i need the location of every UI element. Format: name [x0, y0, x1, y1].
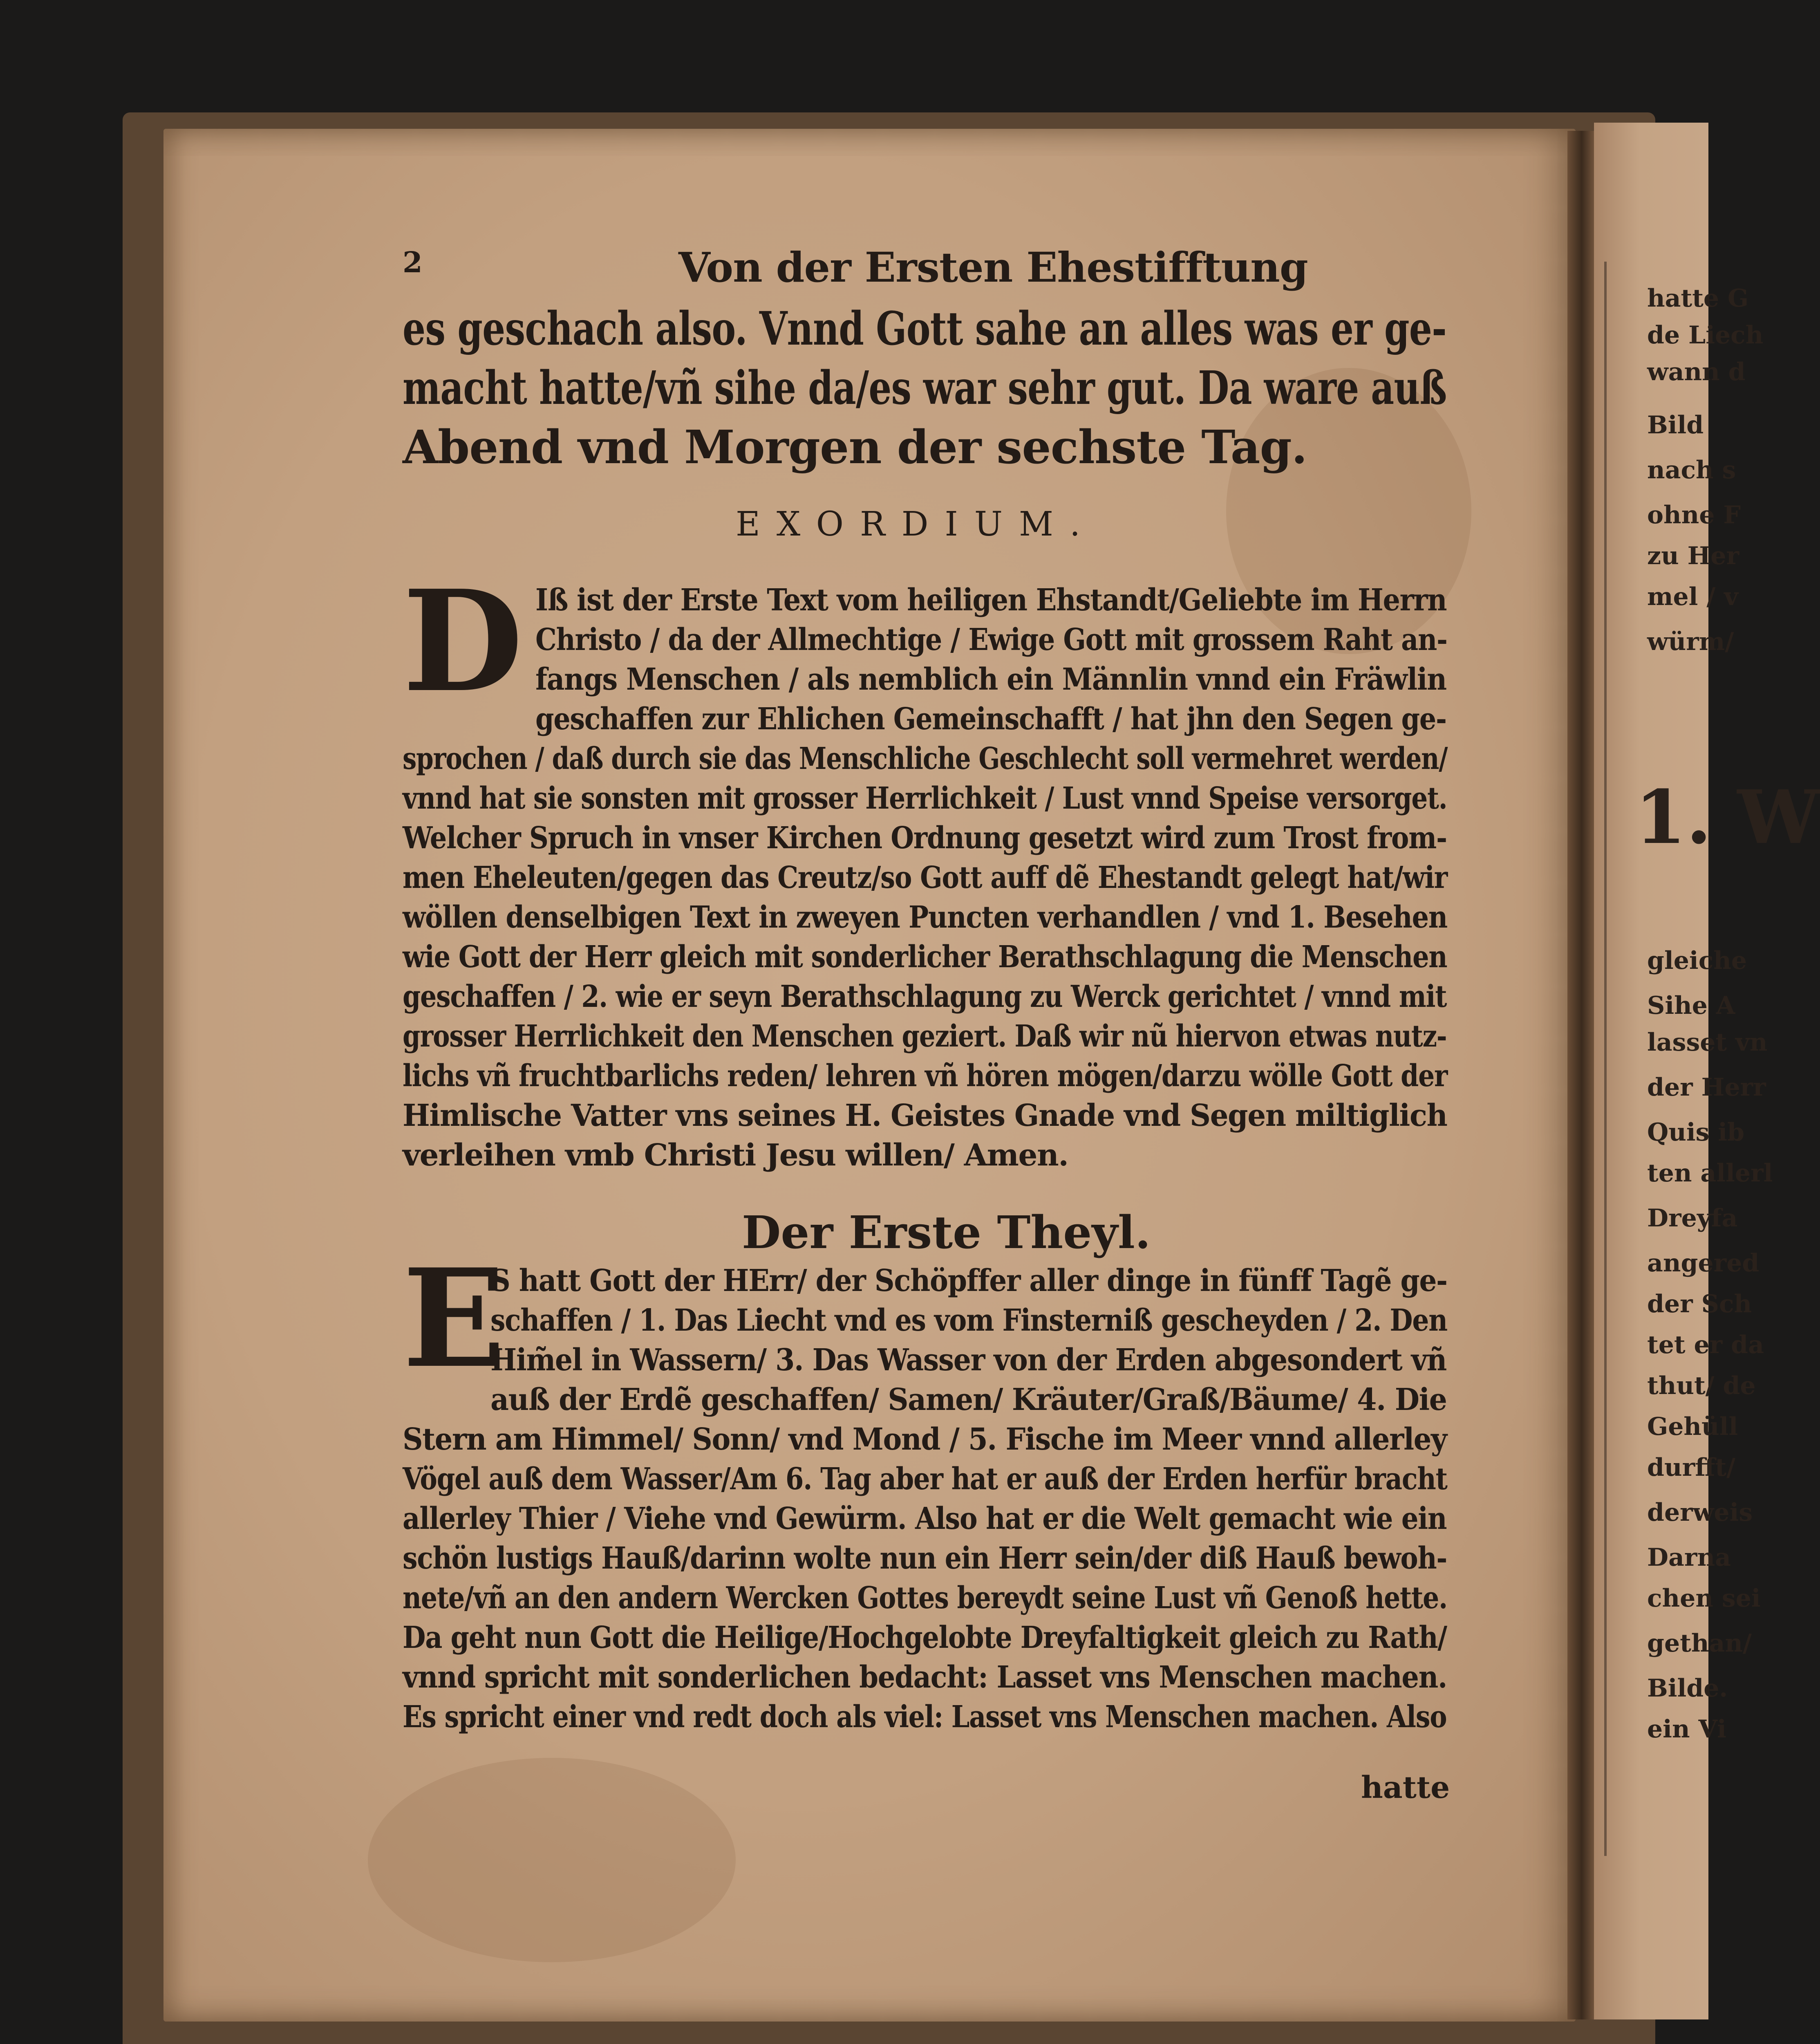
facing-page-line: hatte G: [1647, 284, 1749, 313]
exordium-heading: EXORDIUM.: [736, 505, 1097, 544]
text-line: fangs Menschen / als nemblich ein Männlin vnnd ein Fräwlin: [535, 662, 1446, 697]
facing-page-line: ohne F: [1647, 501, 1741, 529]
facing-page-line: Bild: [1647, 411, 1704, 439]
facing-page-line: lasset vn: [1647, 1028, 1768, 1057]
facing-page-line: gleiche: [1647, 946, 1747, 975]
page-number: 2: [403, 245, 423, 279]
facing-page-line: thut/ de: [1647, 1372, 1756, 1400]
facing-page-line: würm/: [1647, 628, 1734, 656]
facing-page-line: Darna: [1647, 1543, 1731, 1572]
facing-page-line: chen sei: [1647, 1584, 1761, 1613]
text-line: Himlische Vatter vns seines H. Geistes Gnade vnd Segen miltiglich: [403, 1098, 1447, 1133]
facing-page-line: 1. W: [1635, 774, 1820, 861]
facing-page-line: Sihe A: [1647, 991, 1735, 1020]
facing-page-line: gethan/: [1647, 1629, 1752, 1658]
catchword: hatte: [1361, 1770, 1450, 1805]
text-line: men Eheleuten/gegen das Creutz/so Gott auff dẽ Ehestandt gelegt hat/wir: [403, 860, 1448, 895]
text-line: nete/vñ an den andern Wercken Gottes bereydt seine Lust vñ Genoß hette.: [403, 1580, 1447, 1616]
text-line: sprochen / daß durch sie das Menschliche Geschlecht soll vermehret werden/: [403, 741, 1448, 776]
facing-page-line: derweis: [1647, 1498, 1753, 1527]
text-line: wie Gott der Herr gleich mit sonderlicher Berathschlagung die Menschen: [403, 939, 1447, 975]
text-line: lichs vñ fruchtbarlichs reden/ lehren vñ hören mögen/darzu wölle Gott der: [403, 1058, 1448, 1094]
facing-page-line: de Liech: [1647, 321, 1764, 350]
text-line: auß der Erdẽ geschaffen/ Samen/ Kräuter/Graß/Bäume/ 4. Die: [490, 1382, 1447, 1417]
text-line: schön lustigs Hauß/darinn wolte nun ein Herr sein/der diß Hauß bewoh-: [403, 1541, 1447, 1576]
facing-page-line: der Herr: [1647, 1073, 1766, 1102]
facing-page-line: angered: [1647, 1249, 1760, 1278]
text-line: Stern am Himmel/ Sonn/ vnd Mond / 5. Fische im Meer vnnd allerley: [403, 1422, 1447, 1457]
text-line: Him̃el in Wassern/ 3. Das Wasser von der Erden abgesondert vñ: [490, 1342, 1446, 1378]
paper-stain: [368, 1758, 736, 1962]
text-line: Es spricht einer vnd redt doch als viel: Lasset vns Menschen machen. Also: [403, 1699, 1447, 1735]
text-line: geschaffen / 2. wie er seyn Berathschlagung zu Werck gerichtet / vnnd mit: [403, 979, 1447, 1014]
opening-line: macht hatte/vñ sihe da/es war sehr gut. Da ware auß: [403, 361, 1447, 415]
text-line: verleihen vmb Christi Jesu willen/ Amen.: [403, 1138, 1068, 1173]
text-line: wöllen denselbigen Text in zweyen Puncten verhandlen / vnd 1. Besehen: [403, 900, 1448, 935]
section-heading: Der Erste Theyl.: [742, 1206, 1151, 1259]
text-line: S hatt Gott der HErr/ der Schöpffer aller dinge in fünff Tagẽ ge-: [490, 1263, 1447, 1298]
facing-page-line: Quis ib: [1647, 1118, 1745, 1147]
text-line: grosser Herrlichkeit den Menschen geziert. Daß wir nũ hiervon etwas nutz-: [403, 1019, 1447, 1054]
drop-cap-e: E: [403, 1239, 506, 1398]
facing-page-line: durfft/: [1647, 1453, 1736, 1482]
facing-page-line: wann d: [1647, 358, 1746, 386]
drop-cap-d: D: [403, 560, 523, 723]
text-line: Christo / da der Allmechtige / Ewige Gott mit grossem Raht an-: [535, 622, 1447, 657]
facing-page-line: Bilde.: [1647, 1674, 1728, 1703]
text-line: vnnd hat sie sonsten mit grosser Herrlichkeit / Lust vnnd Speise versorget.: [403, 781, 1447, 816]
facing-page-line: der Sch: [1647, 1290, 1752, 1318]
facing-page-line: Gehüll: [1647, 1412, 1738, 1441]
text-line: geschaffen zur Ehlichen Gemeinschafft / hat jhn den Segen ge-: [535, 702, 1446, 737]
text-line: Da geht nun Gott die Heilige/Hochgelobte Dreyfaltigkeit gleich zu Rath/: [403, 1620, 1447, 1655]
opening-line: es geschach also. Vnnd Gott sahe an alles was er ge-: [403, 302, 1447, 356]
facing-page-line: ten allerl: [1647, 1159, 1773, 1188]
text-line: Welcher Spruch in vnser Kirchen Ordnung gesetzt wird zum Trost from-: [403, 820, 1447, 856]
facing-page-line: zu Her: [1647, 542, 1739, 570]
book-gutter: [1567, 131, 1596, 2019]
facing-page-line: nach s: [1647, 456, 1736, 484]
running-head: Von der Ersten Ehestifftung: [678, 243, 1308, 291]
facing-page-line: Dreyfa: [1647, 1204, 1738, 1233]
facing-page-line: ein Vi: [1647, 1715, 1726, 1744]
facing-page-line: tet er da: [1647, 1331, 1764, 1359]
text-line: schaffen / 1. Das Liecht vnd es vom Finsterniß gescheyden / 2. Den: [490, 1303, 1447, 1338]
opening-line: Abend vnd Morgen der sechste Tag.: [403, 421, 1307, 474]
text-line: vnnd spricht mit sonderlichen bedacht: Lasset vns Menschen machen.: [403, 1660, 1447, 1695]
text-line: Vögel auß dem Wasser/Am 6. Tag aber hat er auß der Erden herfür bracht: [403, 1461, 1447, 1497]
right-page-rule: [1604, 262, 1607, 1856]
text-line: Iß ist der Erste Text vom heiligen Ehstandt/Geliebte im Herrn: [535, 583, 1447, 618]
facing-page-line: mel / v: [1647, 583, 1739, 611]
text-line: allerley Thier / Viehe vnd Gewürm. Also hat er die Welt gemacht wie ein: [403, 1501, 1447, 1536]
